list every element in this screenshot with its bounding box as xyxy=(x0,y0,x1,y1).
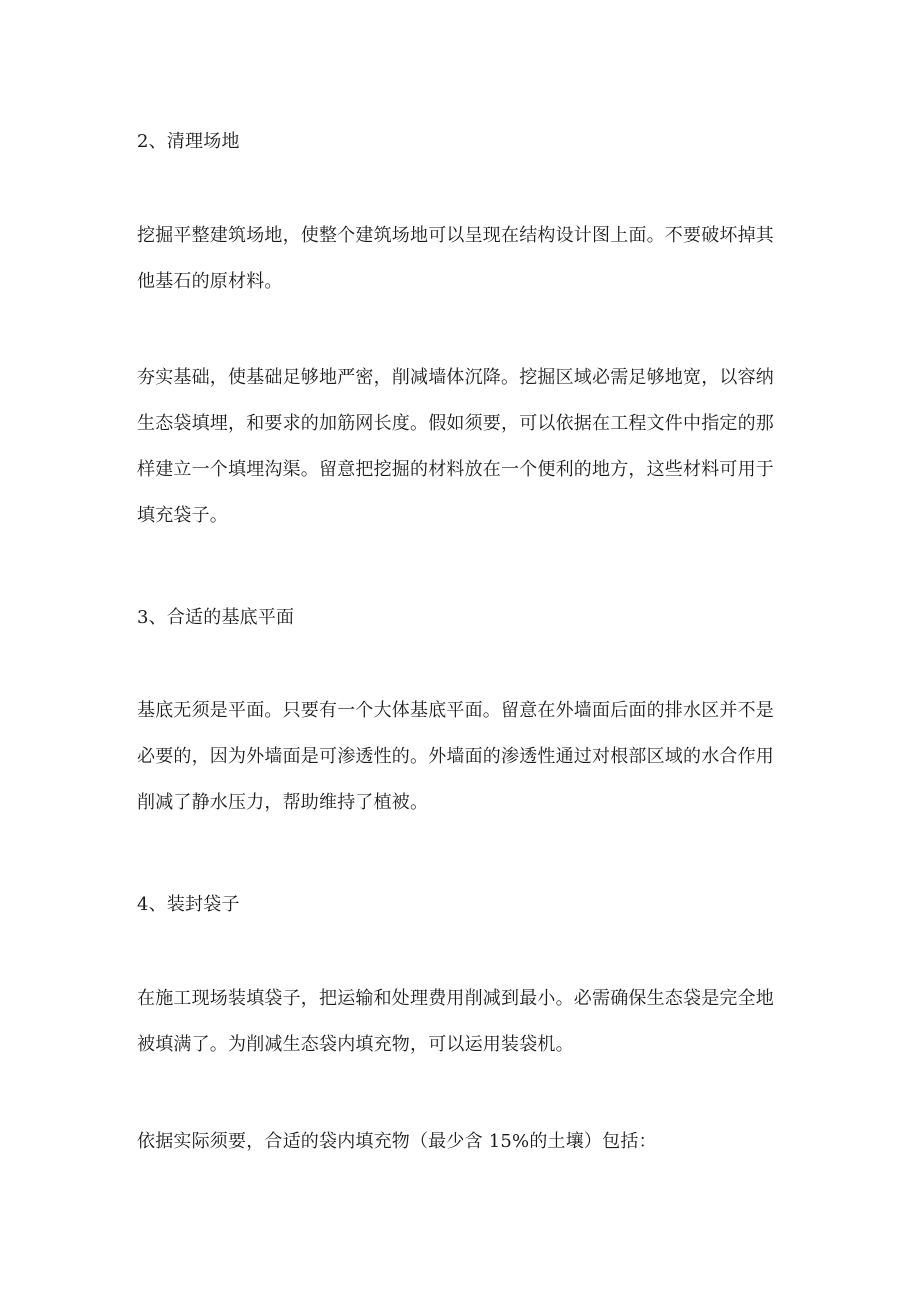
paragraph-line: 必要的，因为外墙面是可渗透性的。外墙面的渗透性通过对根部区域的水合作用 xyxy=(137,746,774,767)
section-heading-4 xyxy=(137,882,789,928)
heading-text: 4、装封袋子 xyxy=(137,894,240,915)
section-heading-3 xyxy=(137,595,789,641)
paragraph-line: 挖掘平整建筑场地，使整个建筑场地可以呈现在结构设计图上面。不要破坏掉其 xyxy=(137,225,774,246)
paragraph-line: 在施工现场装填袋子，把运输和处理费用削减到最小。必需确保生态袋是完全地 xyxy=(137,988,774,1009)
paragraph-line: 被填满了。为削减生态袋内填充物，可以运用装袋机。 xyxy=(137,1034,574,1055)
paragraph-base-plane xyxy=(137,688,789,826)
paragraph-foundation xyxy=(137,355,789,539)
paragraph-site-clearing xyxy=(137,213,789,305)
paragraph-line: 样建立一个填埋沟渠。留意把挖掘的材料放在一个便利的地方，这些材料可用于 xyxy=(137,459,774,480)
heading-text: 3、合适的基底平面 xyxy=(137,607,295,628)
heading-text: 2、清理场地 xyxy=(137,131,240,152)
paragraph-line: 夯实基础，使基础足够地严密，削减墙体沉降。挖掘区域必需足够地宽，以容纳 xyxy=(137,367,774,388)
paragraph-line: 基底无须是平面。只要有一个大体基底平面。留意在外墙面后面的排水区并不是 xyxy=(137,700,774,721)
section-heading-2 xyxy=(137,119,789,165)
paragraph-line: 他基石的原材料。 xyxy=(137,271,283,292)
paragraph-fill-materials xyxy=(137,1119,789,1165)
paragraph-line: 削减了静水压力，帮助维持了植被。 xyxy=(137,792,429,813)
paragraph-line: 填充袋子。 xyxy=(137,505,228,526)
paragraph-bag-filling xyxy=(137,976,789,1068)
paragraph-line: 依据实际须要，合适的袋内填充物（最少含 15%的土壤）包括： xyxy=(137,1131,657,1152)
paragraph-line: 生态袋填埋，和要求的加筋网长度。假如须要，可以依据在工程文件中指定的那 xyxy=(137,413,774,434)
